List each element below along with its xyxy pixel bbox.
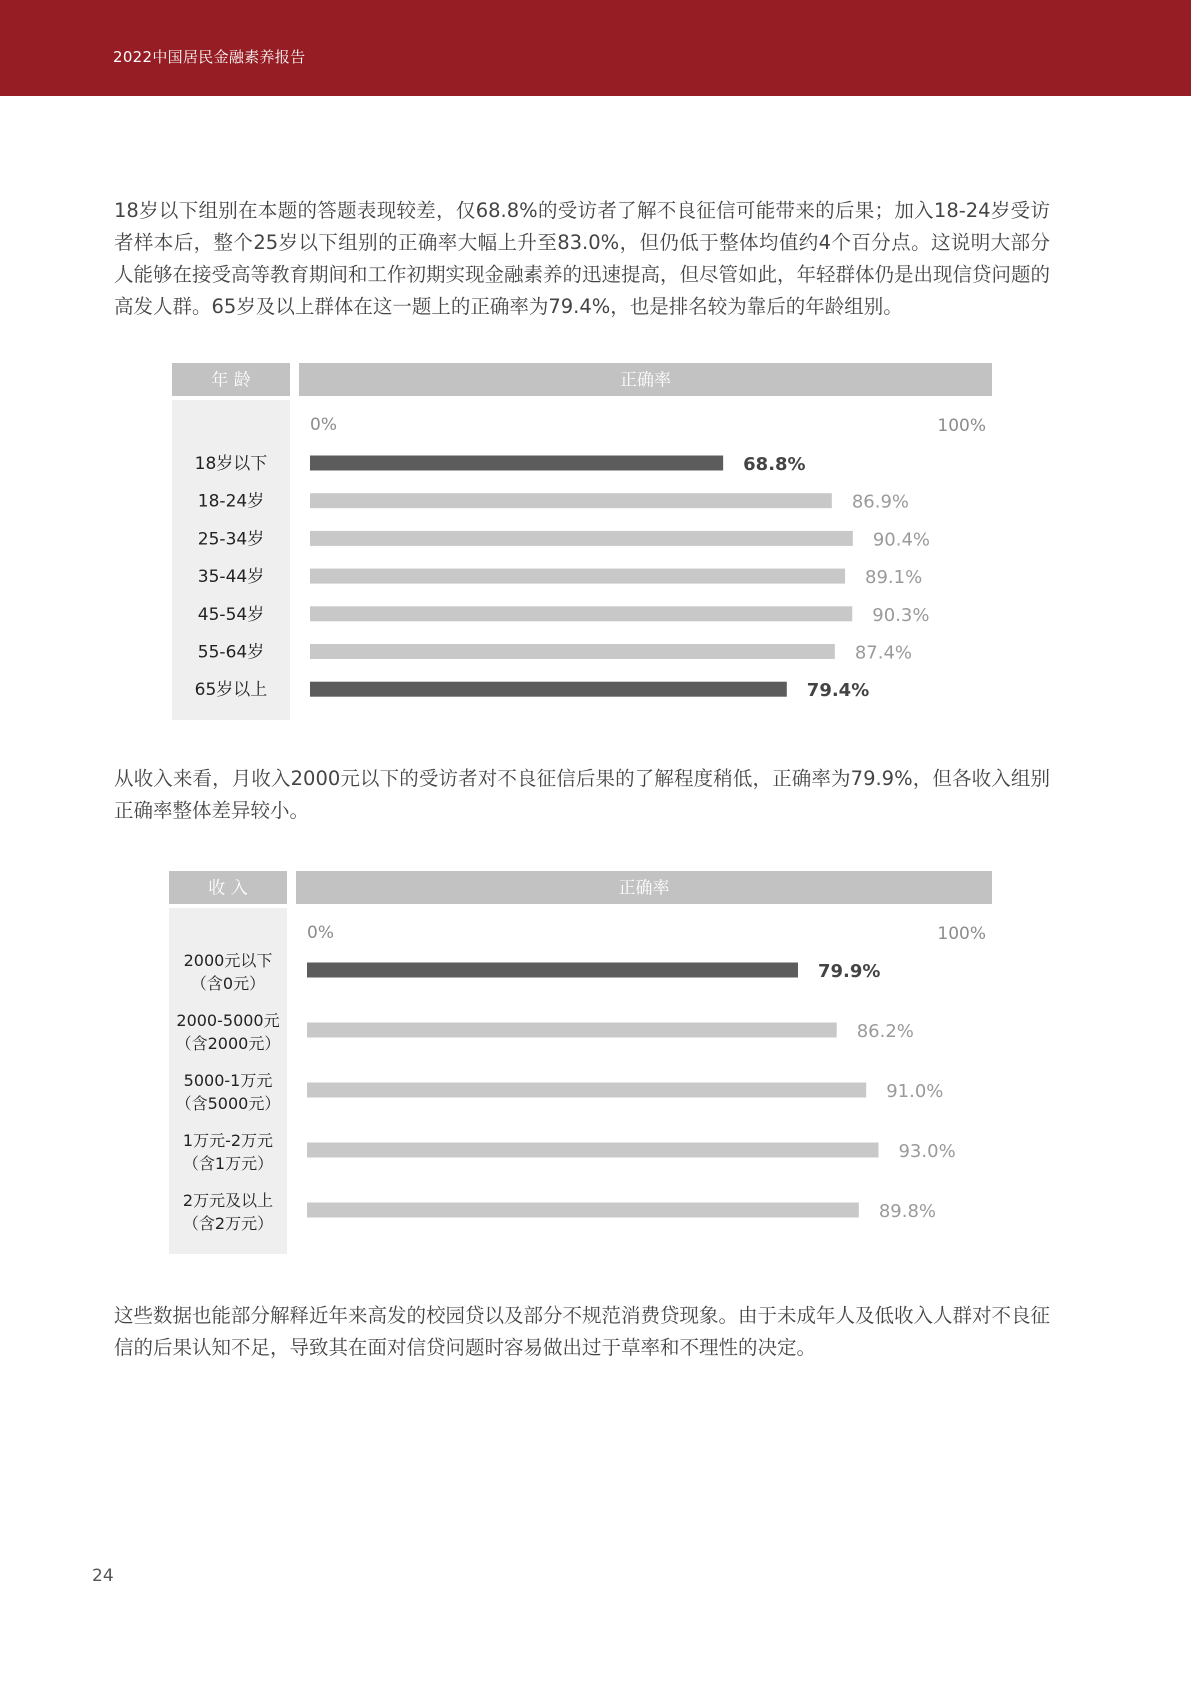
bar — [310, 644, 835, 659]
category-label-line: （含1万元） — [182, 1154, 274, 1173]
category-label: 55-64岁 — [197, 642, 265, 663]
category-label-line: 2000元以下 — [183, 951, 273, 970]
value-label: 89.8% — [878, 1201, 937, 1222]
category-label-line: 1万元-2万元 — [182, 1131, 274, 1150]
category-label: 18-24岁 — [197, 491, 265, 512]
category-label-line: （含5000元） — [175, 1094, 281, 1113]
bar — [307, 963, 798, 978]
category-label-line: 5000-1万元 — [183, 1071, 273, 1090]
bar — [310, 606, 852, 621]
axis-min-label: 0% — [310, 415, 337, 435]
category-label: 35-44岁 — [197, 567, 265, 588]
age-accuracy-chart-svg — [172, 363, 992, 720]
bar — [307, 1203, 859, 1218]
report-title: 2022中国居民金融素养报告 — [113, 48, 306, 66]
category-label: 18岁以下 — [194, 454, 268, 474]
value-label: 68.8% — [743, 454, 806, 475]
value-header-label: 正确率 — [618, 878, 670, 899]
category-label-line: 2000-5000元 — [176, 1011, 280, 1030]
value-label: 90.4% — [872, 529, 931, 551]
category-label: 25-34岁 — [197, 529, 265, 550]
value-label: 87.4% — [854, 642, 913, 664]
category-label-line: （含2000元） — [175, 1034, 281, 1053]
axis-min-label: 0% — [307, 923, 334, 943]
paragraph-income-analysis: 从收入来看，月收入2000元以下的受访者对不良征信后果的了解程度稍低，正确率为79.9%，但各收入组别正确率整体差异较小。 — [114, 767, 1050, 822]
bar — [310, 682, 787, 697]
value-label: 91.0% — [886, 1081, 944, 1102]
bar — [310, 531, 853, 546]
axis-max-label: 100% — [937, 924, 986, 944]
value-label: 90.3% — [872, 604, 930, 626]
category-label-line: （含0元） — [190, 974, 266, 993]
category-label-panel — [172, 400, 290, 720]
paragraph-conclusion: 这些数据也能部分解释近年来高发的校园贷以及部分不规范消费贷现象。由于未成年人及低收入人群对不良征信的后果认知不足，导致其在面对信贷问题时容易做出过于草率和不理性的决定。 — [114, 1304, 1051, 1359]
paragraph-age-analysis: 18岁以下组别在本题的答题表现较差，仅68.8%的受访者了解不良征信可能带来的后果；加入18-24岁受访者样本后，整个25岁以下组别的正确率大幅上升至83.0%，但仍低于整体均值约4个百分点。这说明大部分人能够在接受高等教育期间和工作初期实现金融素养的迅速提高，但尽管如此，年轻群体仍是出现信贷问题的高发人群。65岁及以上群体在这一题上的正确率为79.4%，也是排名较为靠后的年龄组别。 — [114, 199, 1051, 318]
category-label-line: 2万元及以上 — [182, 1191, 274, 1210]
bar — [310, 493, 832, 508]
value-label: 86.9% — [851, 491, 910, 513]
bar — [307, 1143, 878, 1158]
category-header-label: 年 龄 — [211, 370, 251, 391]
bar — [307, 1023, 837, 1038]
category-label: 65岁以上 — [194, 680, 268, 701]
value-label: 79.9% — [817, 961, 881, 982]
page-number: 24 — [92, 1566, 114, 1586]
axis-max-label: 100% — [937, 416, 986, 436]
income-accuracy-chart — [169, 871, 992, 1254]
value-label: 93.0% — [898, 1141, 956, 1162]
income-accuracy-chart-svg — [169, 871, 992, 1254]
value-label: 89.1% — [865, 567, 923, 589]
bar — [310, 569, 845, 584]
value-header-label: 正确率 — [620, 370, 671, 391]
category-label-line: （含2万元） — [182, 1214, 274, 1233]
category-header-label: 收 入 — [208, 878, 248, 899]
category-label: 45-54岁 — [197, 604, 265, 625]
value-label: 79.4% — [806, 680, 870, 702]
value-label: 86.2% — [856, 1021, 914, 1042]
age-accuracy-chart — [172, 363, 992, 720]
bar — [307, 1083, 866, 1098]
bar — [310, 456, 723, 471]
